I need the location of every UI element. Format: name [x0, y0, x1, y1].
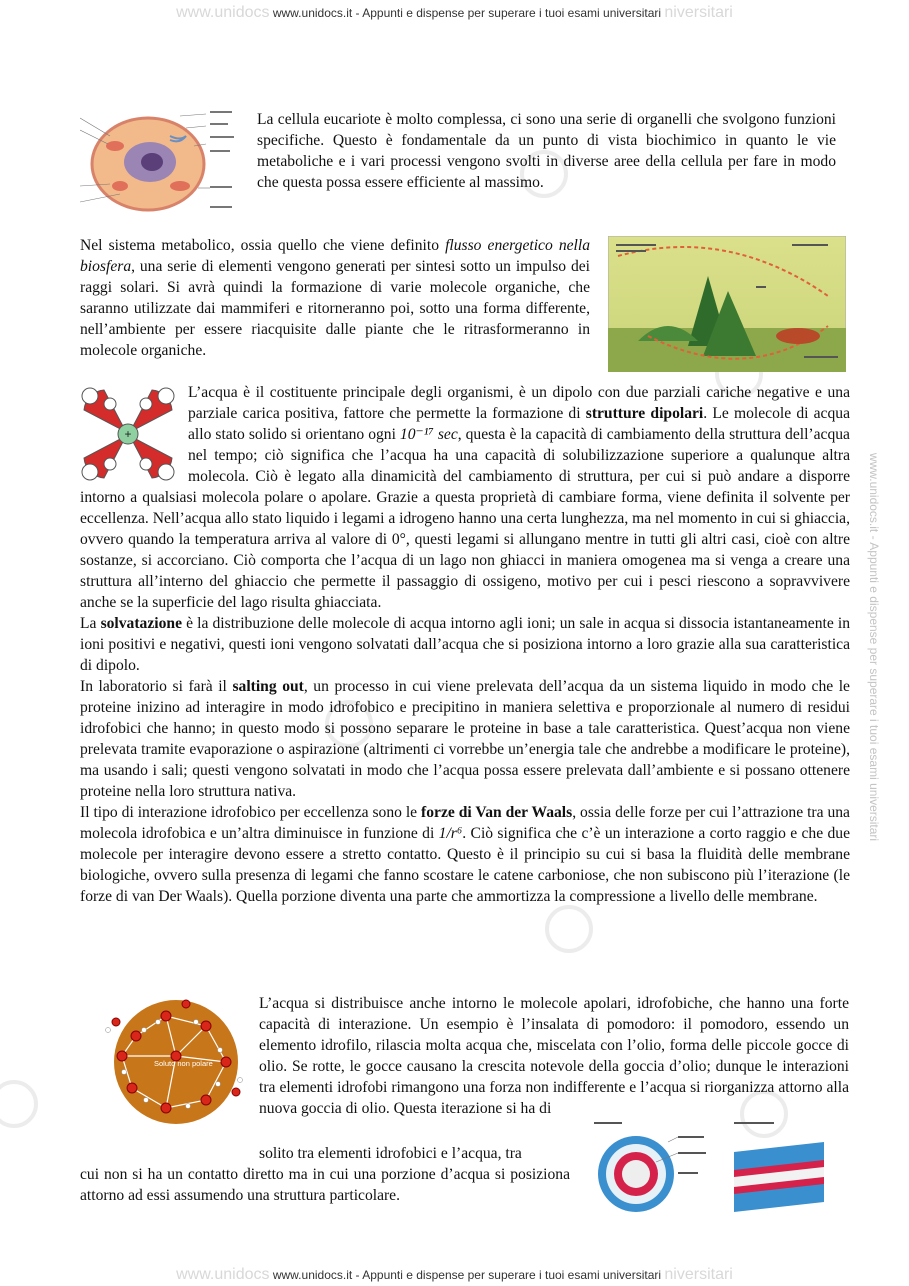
vdw-text-italic: 1/r⁶: [438, 825, 463, 842]
biosphere-energy-flow-image: [608, 236, 846, 372]
page-footer: [0, 1266, 909, 1284]
eukaryotic-cell-image: [80, 106, 240, 218]
paragraph-water-dipole: [80, 382, 850, 907]
vdw-text-3: . Ciò significa che c’è un interazione a corto raggio e che due molecole per interagire devono essere a stretto contatto. Questo è il principio su cui si basa la fluidità delle membrane biologiche, ovvero sulla presenza di legami che fanno scostare le catene carboniose, che non subiscono più l’iterazione (le forze di van Der Waals). Quella porzione diventa una parte che ammortizza la compressione a livello delle membrane.: [80, 825, 850, 905]
micelle-bilayer-image: [594, 1122, 830, 1216]
water-cage-image: [96, 996, 248, 1126]
footer-ghost-right: niversitari: [664, 1266, 733, 1283]
paragraph-water-structure: cui non si ha un contatto diretto ma in cui una porzione d’acqua si posiziona attorno ad essi assumendo una struttura particolare.: [80, 1166, 570, 1204]
salting-text-2: , un processo in cui viene prelevata dell’acqua da un sistema liquido in modo che le proteine inizino ad interagire in modo idrofobico e precipitino in maniera selettiva e proporzionale al numero di residui idrofobici che hanno; in questo modo si possono separare le proteine in base a tale caratteristica. Quest’acqua non viene prelevata tramite evaporazione o aspirazione (altrimenti ci vorrebbe un’energia tale che andrebbe a modificare le proteine), ma usando i sali; questi vengono solvatati in modo che l’acqua possa essere prelevata dall’ambiente e si possano ottenere proteine nella loro struttura nativa.: [80, 678, 850, 800]
salting-text-bold: salting out: [232, 678, 304, 695]
svg-text:+: +: [124, 427, 132, 441]
solvation-text-bold: solvatazione: [100, 615, 182, 632]
metabolic-text-1: Nel sistema metabolico, ossia quello che viene definito: [80, 237, 446, 254]
paragraph-metabolic-system: [80, 235, 590, 361]
vdw-text-bold: forze di Van der Waals: [421, 804, 573, 821]
dipole-float-spacer: [80, 382, 188, 487]
water-text-bold: strutture dipolari: [585, 405, 704, 422]
paragraph-eukaryotic-cell: La cellula eucariote è molto complessa, ci sono una serie di organelli che svolgono funzioni specifiche. Questo è fondamentale da un punto di vista biochimico in quanto le vie metaboliche e i vari processi vengono svolti in diverse aree della cellula per fare in modo che questa possa essere efficiente al massimo.: [257, 111, 836, 191]
water-text-3: , questa è la capacità di cambiamento della struttura dell’acqua nel tempo; ciò significa che l’acqua ha una capacità di solubilizzazione superiore a qualunque altra molecola. Ciò è legato alla dinamicità del cambiamento di struttura, per cui si può andare a disporre intorno a qualsiasi molecola polare o apolare. Grazie a questa proprietà di cambiare forma, viene definita il solvente per eccellenza. Nell’acqua allo stato liquido i legami a idrogeno hanno una certa lunghezza, ma nel momento in cui si ghiaccia, ovvero quando la temperatura arriva al valore di 0°, questi legami si allungano mentre in tutti gli altri casi, cioè con altre sostanze, si accorciano. Ciò comporta che l’acqua di un lago non ghiacci in maniera omogenea ma si venga a creare una struttura all’interno del ghiaccio che permette il passaggio di ossigeno, motivo per cui i pesci riescono a sopravvivere anche se la superficie del lago risulta ghiacciata.: [80, 426, 850, 611]
header-text: www.unidocs.it - Appunti e dispense per superare i tuoi esami universitari: [272, 6, 662, 20]
vdw-text-2: , ossia delle forze per cui l’attrazione tra una molecola idrofobica e un’altra diminuisce in funzione di: [80, 804, 850, 842]
metabolic-text-italic: flusso energetico nella biosfera: [80, 237, 590, 275]
cage-label: Soluto non polare: [154, 1059, 213, 1068]
side-watermark-right: www.unidocs.it - Appunti e dispense per superare i tuoi esami universitari: [867, 452, 882, 842]
header-ghost-right: niversitari: [664, 4, 733, 21]
watermark-logo: [0, 1080, 38, 1128]
water-text-2: . Le molecole di acqua allo stato solido si orientano ogni: [188, 405, 850, 443]
footer-text: www.unidocs.it - Appunti e dispense per superare i tuoi esami universitari: [272, 1268, 662, 1282]
header-ghost-left: www.unidocs: [176, 4, 270, 21]
paragraph-hydrophobic-line: solito tra elementi idrofobici e l’acqua, tra: [259, 1145, 522, 1162]
vdw-text-1: Il tipo di interazione idrofobico per eccellenza sono le: [80, 804, 422, 821]
water-text-1: L’acqua è il costituente principale degli organismi, è un dipolo con due parziali cariche negative e una parziale carica positiva, fattore che permette la formazione di: [188, 384, 850, 422]
watermark-logo: [545, 905, 593, 953]
page-header: [0, 4, 909, 22]
solvation-text-2: è la distribuzione delle molecole di acqua intorno agli ioni; un sale in acqua si dissocia istantaneamente in ioni positivi e negativi, questi ioni vengono solvatati dall’acqua che si posiziona intorno a loro grazie alla sua caratteristica di dipolo.: [80, 615, 850, 674]
metabolic-text-2: , una serie di elementi vengono generati per sintesi sotto un impulso dei raggi solari. Si avrà quindi la formazione di varie molecole organiche, che saranno utilizzate dai mammiferi e ritorneranno poi, sotto una forma differente, nell’ambiente per essere riacquisite dalle piante che le ritrasformeranno in molecole organiche.: [80, 258, 590, 359]
solvation-text-1: La: [80, 615, 101, 632]
water-text-italic: 10⁻¹⁷ sec: [399, 426, 458, 443]
paragraph-apolar-molecules: L’acqua si distribuisce anche intorno le molecole apolari, idrofobiche, che hanno una forte capacità di interazione. Un esempio è l’insalata di pomodoro: il pomodoro, essendo un elemento idrofilo, rilascia molta acqua che, miscelata con l’olio, forma delle piccole gocce di olio. Se rotte, le gocce causano la crescita notevole della goccia d’olio; dunque le interazioni tra elementi idrofobi rimangono una forza non indifferente e l’acqua si riorganizza attorno alla nuova goccia di olio. Questa iterazione si ha di: [259, 995, 849, 1117]
salting-text-1: In laboratorio si farà il: [80, 678, 233, 695]
footer-ghost-left: www.unidocs: [176, 1266, 270, 1283]
